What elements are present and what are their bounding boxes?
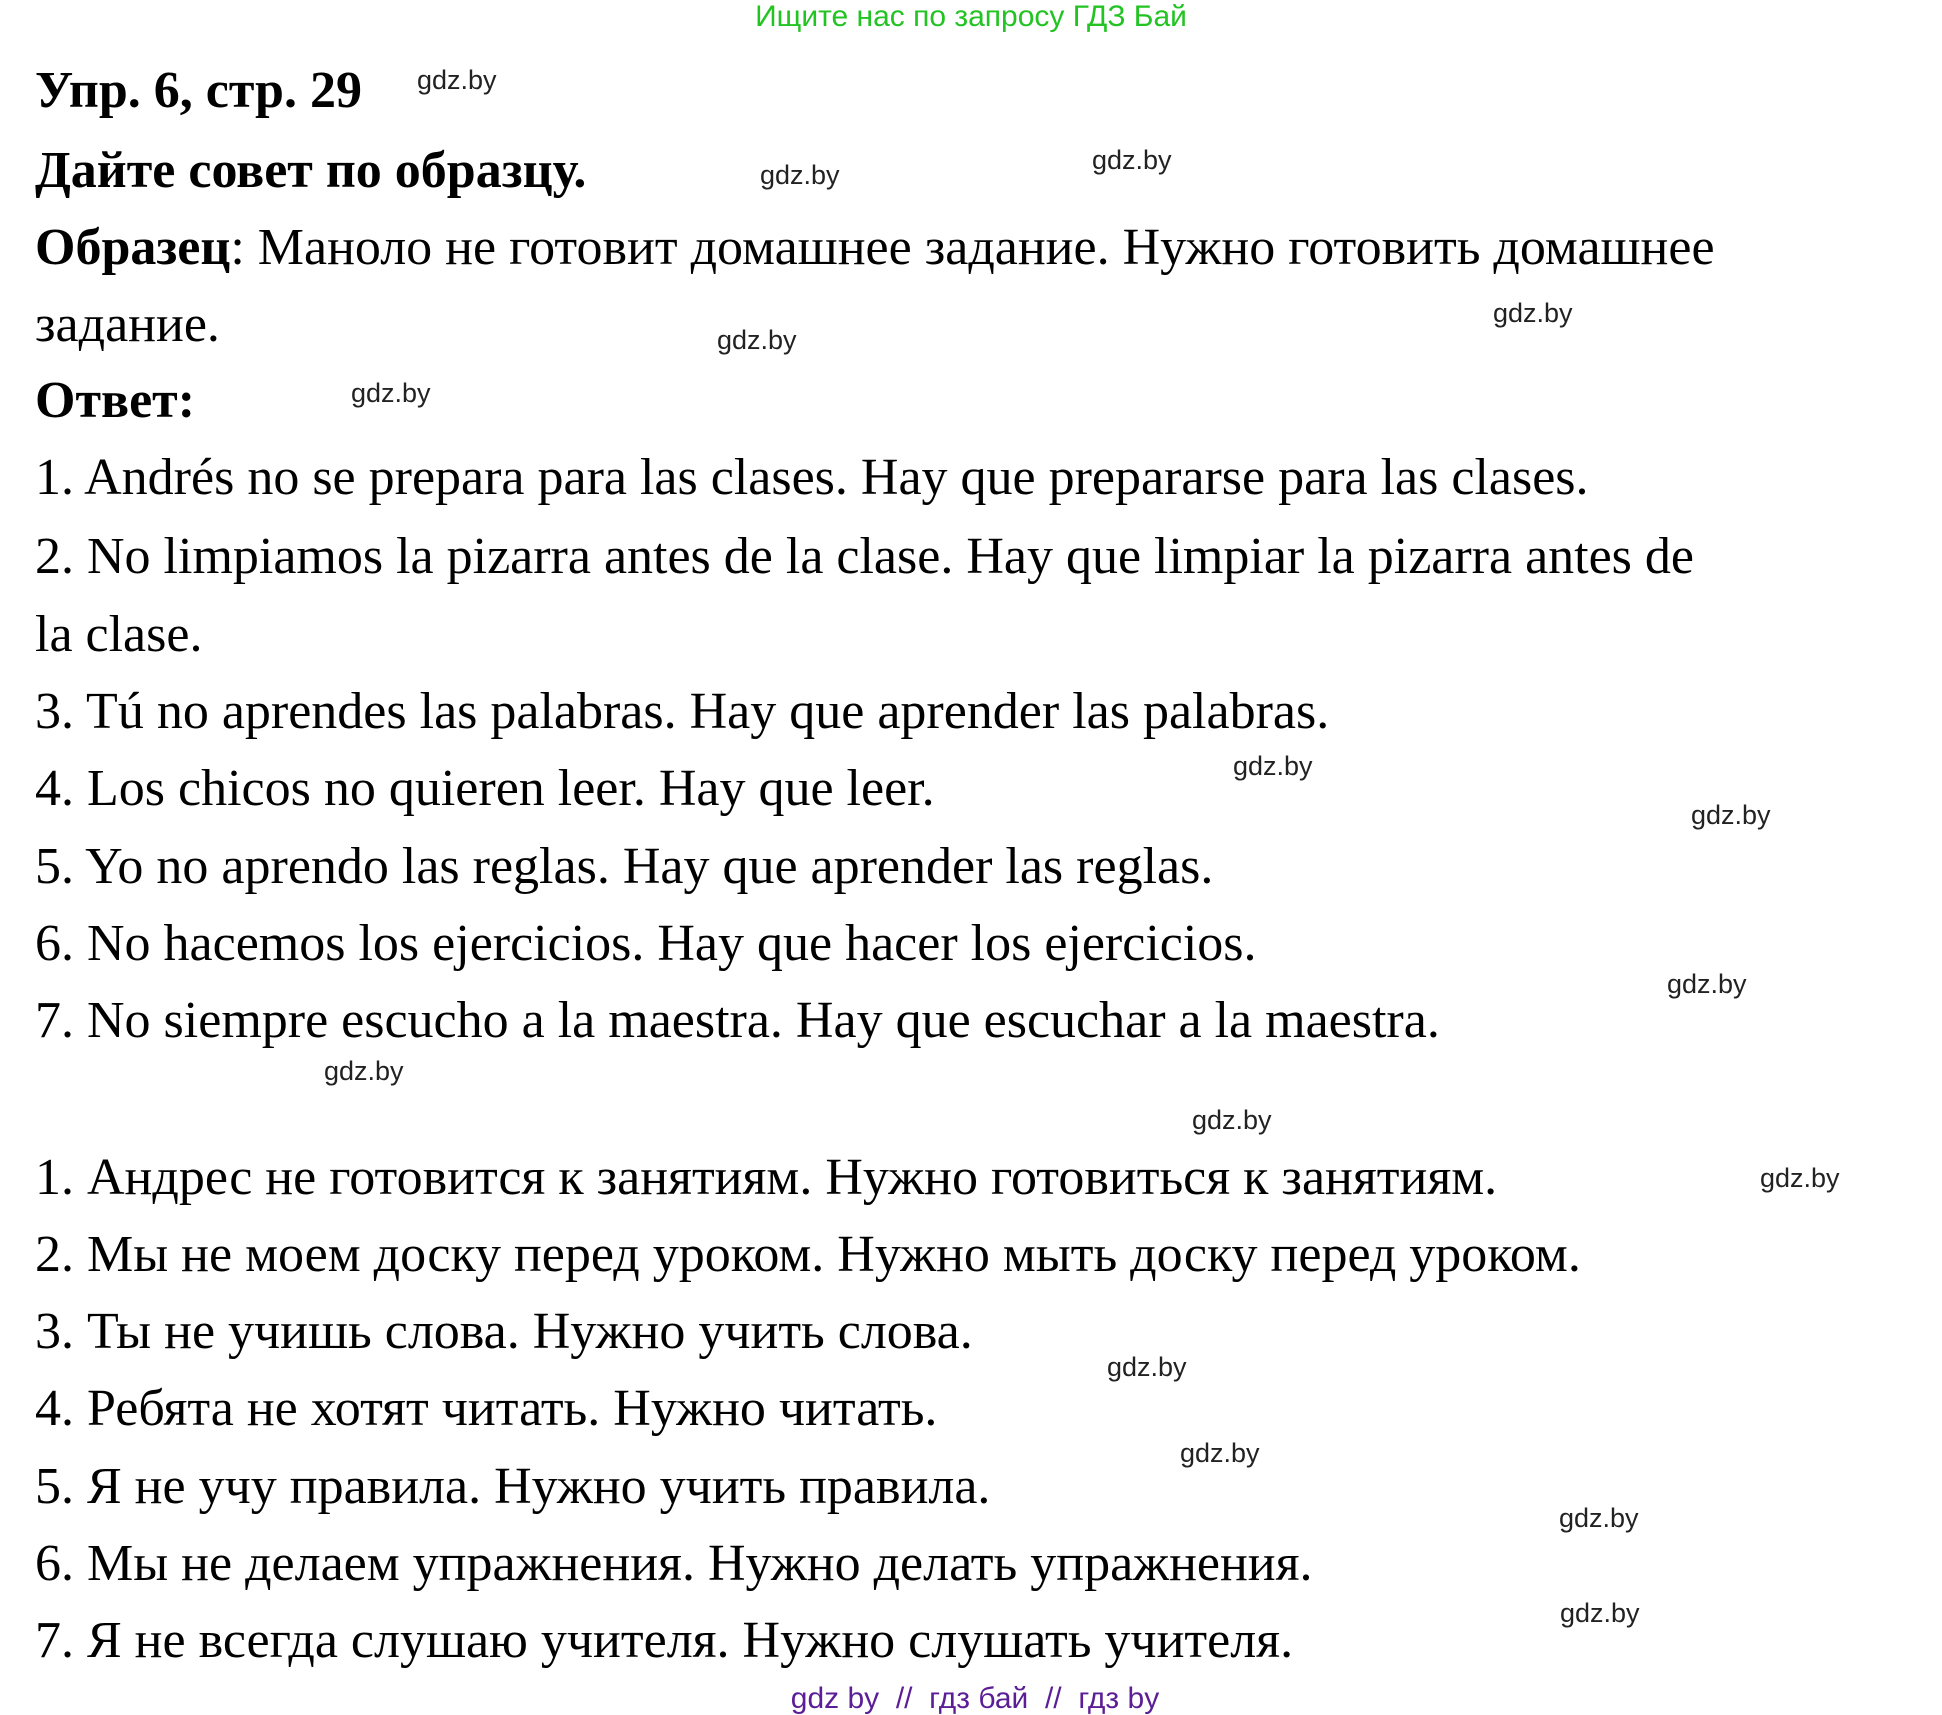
answer-es-line: 5. Yo no aprendo las reglas. Hay que aprender las reglas. — [35, 838, 1214, 895]
answer-ru-line: 4. Ребята не хотят читать. Нужно читать. — [35, 1380, 938, 1437]
watermark: gdz.by — [1192, 1105, 1272, 1135]
watermark: gdz.by — [1667, 969, 1747, 999]
answer-es-line: 7. No siempre escucho a la maestra. Hay que escuchar a la maestra. — [35, 992, 1440, 1049]
answer-es-line: 1. Andrés no se prepara para las clases. Hay que prepararse para las clases. — [35, 449, 1589, 506]
watermark: gdz.by — [1180, 1438, 1260, 1468]
watermark: gdz.by — [760, 160, 840, 190]
watermark: gdz.by — [1560, 1598, 1640, 1628]
watermark: gdz.by — [1233, 751, 1313, 781]
answer-es-line: 4. Los chicos no quieren leer. Hay que leer. — [35, 760, 935, 817]
answer-label: Ответ: — [35, 372, 196, 429]
answer-ru-line: 1. Андрес не готовится к занятиям. Нужно готовиться к занятиям. — [35, 1149, 1498, 1206]
watermark: gdz.by — [1107, 1352, 1187, 1382]
answer-es-line: 3. Tú no aprendes las palabras. Hay que aprender las palabras. — [35, 683, 1330, 740]
answer-ru-line: 6. Мы не делаем упражнения. Нужно делать упражнения. — [35, 1535, 1313, 1592]
watermark: gdz.by — [717, 325, 797, 355]
watermark: gdz.by — [1092, 145, 1172, 175]
answer-es-line: 6. No hacemos los ejercicios. Hay que hacer los ejercicios. — [35, 915, 1257, 972]
watermark: gdz.by — [1691, 800, 1771, 830]
footer-watermark: gdz by // гдз бай // гдз by — [790, 1682, 1160, 1715]
sample-text: : Маноло не готовит домашнее задание. Нужно готовить домашнее — [230, 219, 1715, 276]
answer-ru-line: 2. Мы не моем доску перед уроком. Нужно мыть доску перед уроком. — [35, 1226, 1581, 1283]
watermark: gdz.by — [324, 1056, 404, 1086]
sample-label: Образец — [35, 219, 231, 276]
watermark: gdz.by — [1493, 298, 1573, 328]
sample-line-1 — [35, 219, 1715, 276]
answer-ru-line: 7. Я не всегда слушаю учителя. Нужно слушать учителя. — [35, 1612, 1294, 1669]
answer-es-line: 2. No limpiamos la pizarra antes de la clase. Hay que limpiar la pizarra antes de — [35, 528, 1694, 585]
instruction: Дайте совет по образцу. — [35, 142, 587, 199]
sample-line-2: задание. — [35, 296, 220, 353]
page-title: Упр. 6, стр. 29 — [35, 62, 362, 119]
watermark: gdz.by — [1760, 1163, 1840, 1193]
watermark: gdz.by — [351, 378, 431, 408]
answer-es-line: la clase. — [35, 606, 203, 663]
search-hint-banner: Ищите нас по запросу ГДЗ Бай — [755, 0, 1187, 33]
watermark: gdz.by — [1559, 1503, 1639, 1533]
answer-ru-line: 3. Ты не учишь слова. Нужно учить слова. — [35, 1303, 973, 1360]
answer-ru-line: 5. Я не учу правила. Нужно учить правила. — [35, 1458, 991, 1515]
watermark: gdz.by — [417, 65, 497, 95]
